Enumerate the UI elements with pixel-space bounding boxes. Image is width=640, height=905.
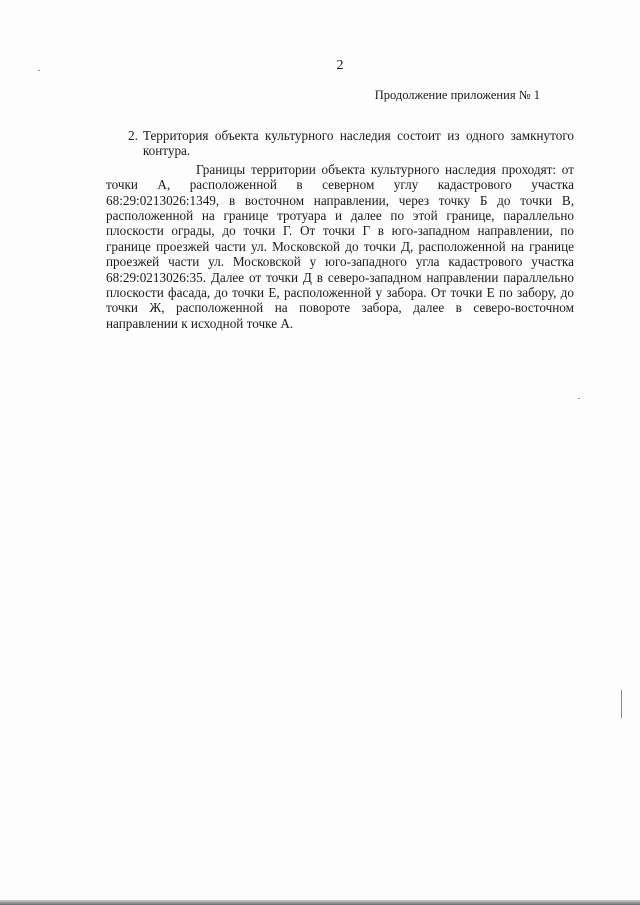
scan-edge-mark — [621, 690, 622, 718]
appendix-continuation-note: Продолжение приложения № 1 — [374, 88, 540, 102]
scan-speck — [38, 70, 40, 71]
document-body — [106, 128, 574, 344]
item-text: Территория объекта культурного наследия состоит из одного замкнутого контура. — [142, 128, 574, 159]
scan-bottom-edge — [0, 900, 640, 905]
page-number: 2 — [336, 58, 344, 73]
item-number: 2. — [128, 128, 138, 143]
scan-speck — [578, 398, 580, 399]
boundary-description-paragraph: Границы территории объекта культурного наследия проходят: от точки А, расположенной в северном углу кадастрового участка 68:29:0213026:1349, в восточном направлении, через точку Б до точки В, расположенной на границе тротуара и далее по этой границе, параллельно плоскости ограды, до точки Г. От точки Г в юго-западном направлении, по границе проезжей части ул. Московской до точки Д, расположенной на границе проезжей части ул. Московской у юго-западного угла кадастрового участка 68:29:0213026:35. Далее от точки Д в северо-западном направлении параллельно плоскости фасада, до точки Е, расположенной у забора. От точки Е по забору, до точки Ж, расположенной на повороте забора, далее в северо-восточном направлении к исходной точке А. — [106, 161, 574, 331]
numbered-item — [128, 128, 574, 159]
